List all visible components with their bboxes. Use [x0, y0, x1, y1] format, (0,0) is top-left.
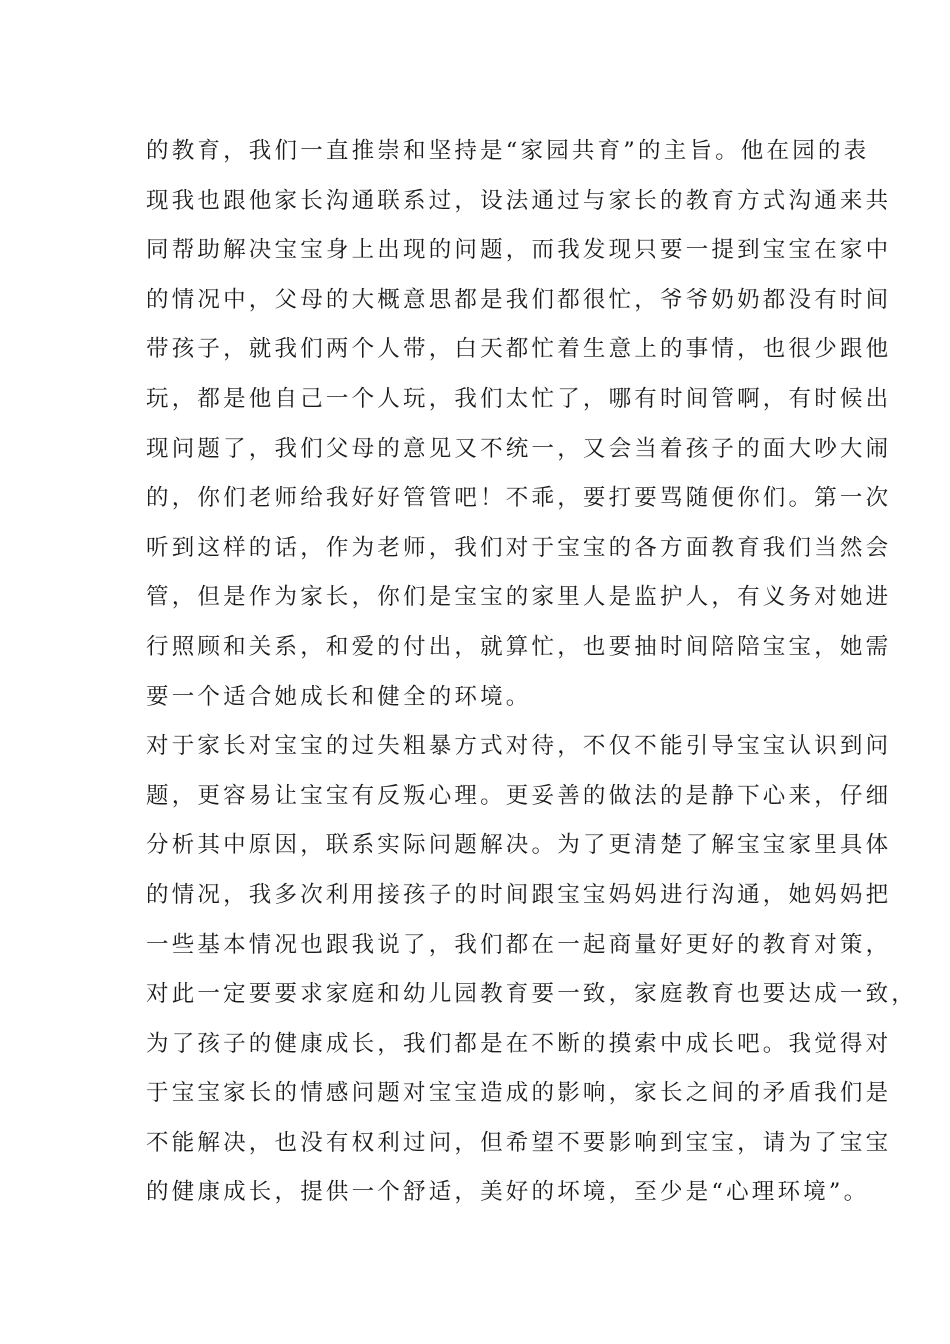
text-line: 分析其中原因，联系实际问题解决。为了更清楚了解宝宝家里具体	[146, 832, 892, 859]
text-line: 要一个适合她成长和健全的环境。	[146, 683, 532, 710]
text-line: 题，更容易让宝宝有反叛心理。更妥善的做法的是静下心来，仔细	[146, 782, 892, 809]
text-line: 的情况中，父母的大概意思都是我们都很忙，爷爷奶奶都没有时间	[146, 286, 892, 313]
text-line: 带孩子，就我们两个人带，白天都忙着生意上的事情，也很少跟他	[146, 336, 892, 363]
body-text	[146, 127, 918, 1218]
text-line: 一些基本情况也跟我说了，我们都在一起商量好更好的教育对策，	[146, 931, 892, 958]
text-line: 的健康成长，提供一个舒适，美好的坏境，至少是“心理环境”。	[146, 1179, 870, 1206]
text-line: 行照顾和关系，和爱的付出，就算忙，也要抽时间陪陪宝宝，她需	[146, 633, 892, 660]
text-line: 对此一定要要求家庭和幼儿园教育要一致，家庭教育也要达成一致，	[146, 981, 918, 1008]
text-line: 的，你们老师给我好好管管吧！不乖，要打要骂随便你们。第一次	[146, 485, 892, 512]
text-line: 不能解决，也没有权利过问，但希望不要影响到宝宝，请为了宝宝	[146, 1129, 892, 1156]
text-line: 管，但是作为家长，你们是宝宝的家里人是监护人，有义务对她进	[146, 584, 892, 611]
text-line: 于宝宝家长的情感问题对宝宝造成的影响，家长之间的矛盾我们是	[146, 1080, 892, 1107]
text-line: 同帮助解决宝宝身上出现的问题，而我发现只要一提到宝宝在家中	[146, 237, 892, 264]
text-line: 为了孩子的健康成长，我们都是在不断的摸索中成长吧。我觉得对	[146, 1030, 892, 1057]
text-line: 对于家长对宝宝的过失粗暴方式对待，不仅不能引导宝宝认识到问	[146, 733, 892, 760]
text-line: 现问题了，我们父母的意见又不统一，又会当着孩子的面大吵大闹	[146, 435, 892, 462]
text-line: 现我也跟他家长沟通联系过，设法通过与家长的教育方式沟通来共	[146, 187, 892, 214]
text-line: 玩，都是他自己一个人玩，我们太忙了，哪有时间管啊，有时候出	[146, 385, 892, 412]
text-line: 的情况，我多次利用接孩子的时间跟宝宝妈妈进行沟通，她妈妈把	[146, 881, 892, 908]
text-line: 的教育，我们一直推崇和坚持是“家园共育”的主旨。他在园的表	[146, 138, 870, 164]
text-line: 听到这样的话，作为老师，我们对于宝宝的各方面教育我们当然会	[146, 534, 892, 561]
